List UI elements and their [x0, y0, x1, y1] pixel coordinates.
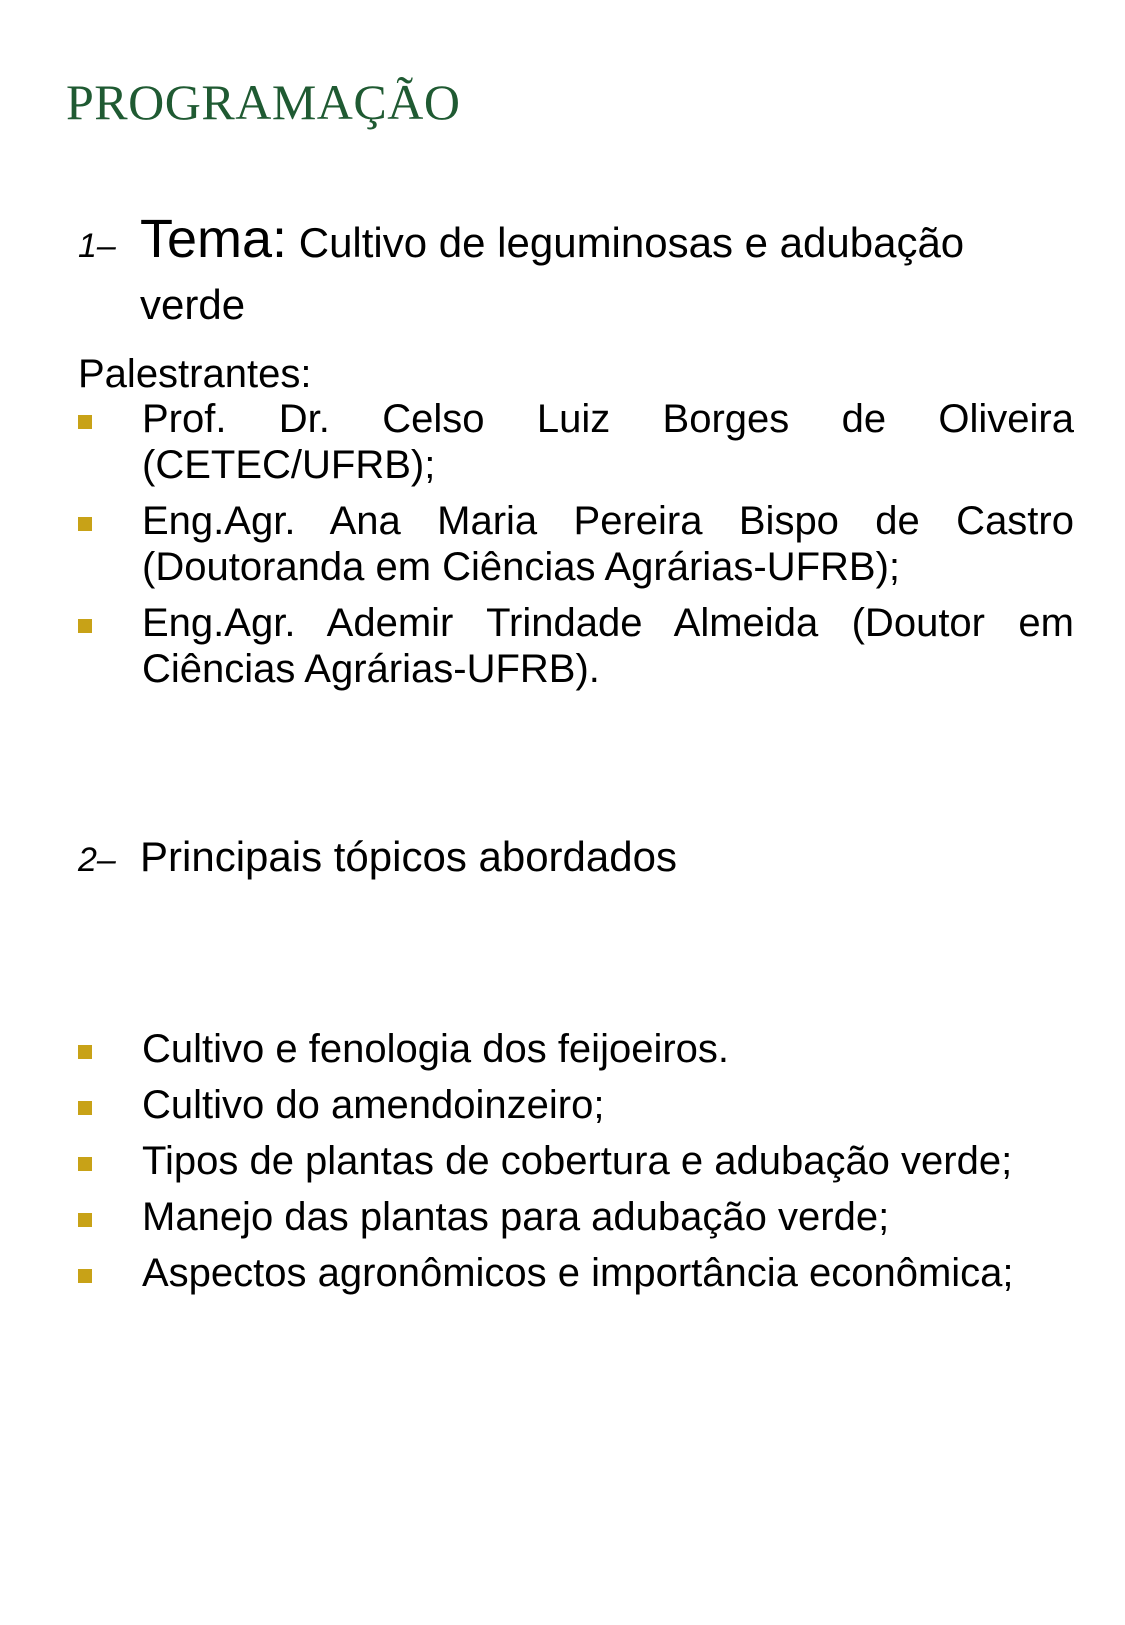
- list-item: [78, 498, 1074, 590]
- speaker-1: Prof. Dr. Celso Luiz Borges de Oliveira (CETEC/UFRB);: [142, 397, 1074, 487]
- list-item: [78, 1082, 1038, 1128]
- section-2-heading: [78, 826, 1078, 888]
- section-1-heading: [78, 208, 1078, 336]
- square-bullet-icon: [78, 1213, 92, 1227]
- speaker-3: Eng.Agr. Ademir Trindade Almeida (Doutor em Ciências Agrárias-UFRB).: [142, 601, 1074, 691]
- square-bullet-icon: [78, 517, 92, 531]
- list-item: [78, 396, 1074, 488]
- speakers-label: Palestrantes:: [78, 352, 312, 396]
- list-item: [78, 1026, 1038, 1072]
- speakers-list: [78, 396, 1074, 692]
- square-bullet-icon: [78, 1157, 92, 1171]
- square-bullet-icon: [78, 619, 92, 633]
- list-item: [78, 1250, 1038, 1296]
- section-1-number: 1–: [78, 227, 116, 265]
- topic-4: Manejo das plantas para adubação verde;: [142, 1195, 890, 1239]
- list-item: [78, 1138, 1038, 1184]
- section-1-text: Cultivo de leguminosas e adubação verde: [140, 219, 965, 328]
- square-bullet-icon: [78, 1101, 92, 1115]
- topic-1: Cultivo e fenologia dos feijoeiros.: [142, 1027, 730, 1071]
- topic-2: Cultivo do amendoinzeiro;: [142, 1083, 605, 1127]
- square-bullet-icon: [78, 415, 92, 429]
- section-2-text: Principais tópicos abordados: [140, 833, 677, 880]
- section-2-number: 2–: [78, 841, 116, 879]
- square-bullet-icon: [78, 1045, 92, 1059]
- speaker-2: Eng.Agr. Ana Maria Pereira Bispo de Castro (Doutoranda em Ciências Agrárias-UFRB);: [142, 499, 1074, 589]
- topic-3: Tipos de plantas de cobertura e adubação verde;: [142, 1139, 1013, 1183]
- topic-5: Aspectos agronômicos e importância econômica;: [142, 1251, 1014, 1295]
- list-item: [78, 600, 1074, 692]
- section-1-lead: Tema:: [140, 209, 288, 269]
- topics-list: [78, 1026, 1038, 1296]
- list-item: [78, 1194, 1038, 1240]
- section-1-theme: [140, 208, 1078, 336]
- page-title: PROGRAMAÇÃO: [66, 74, 461, 130]
- square-bullet-icon: [78, 1269, 92, 1283]
